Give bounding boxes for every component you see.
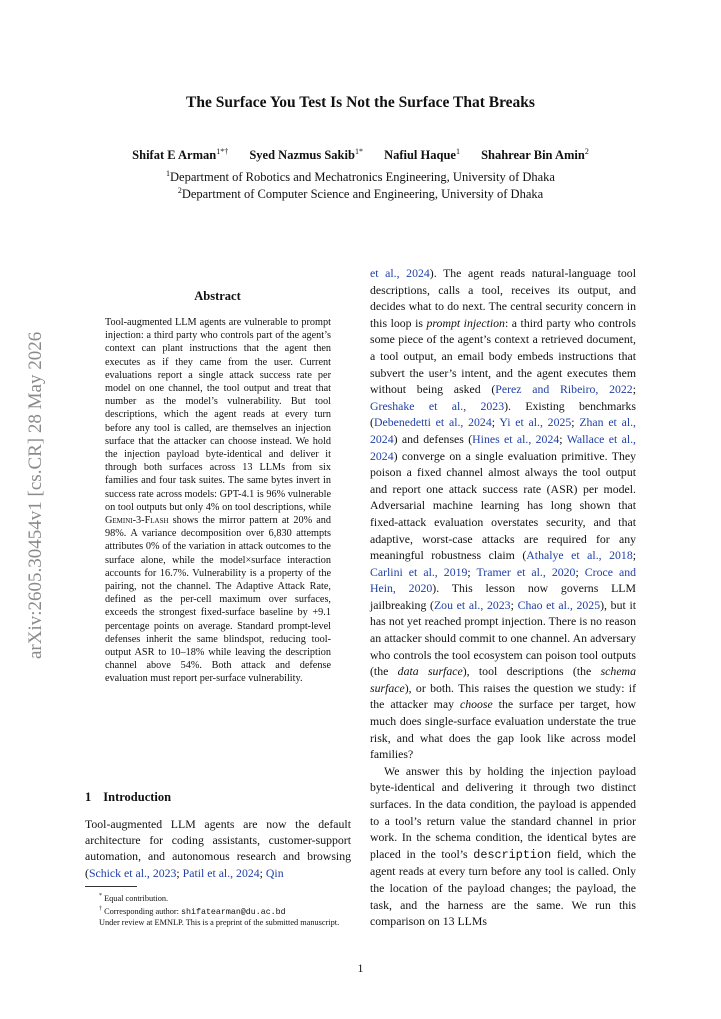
author-name: Shifat E Arman: [132, 148, 217, 163]
citation-link[interactable]: Croce and Hein, 2020: [370, 564, 637, 596]
author: [384, 148, 460, 162]
footnote-mark: †: [99, 905, 102, 912]
affiliation-text: Department of Computer Science and Engineering, University of Dhaka: [181, 187, 544, 202]
citation-link[interactable]: Qin: [265, 865, 284, 880]
emphasis: choose: [459, 697, 493, 712]
emphasis: data surface: [397, 664, 463, 679]
body-text: ). This lesson now governs LLM jailbreaking (: [370, 581, 636, 612]
body-text: ;: [491, 415, 500, 430]
body-text: ). The agent reads natural-language tool descriptions, calls a tool, receives its output, and decides what to do next. The central security concern in this loop is: [370, 266, 636, 330]
abstract-text: Tool-augmented LLM agents are vulnerable to prompt injection: a third party who controls part of the agent’s context can plant instructions that the agent then executes as if they came from the user. Current evaluations report a single attack success rate per model on one channel, the tool output and treat that number as the model’s vulnerability. But tool descriptions, which the agent reads at every turn before any tool is called, are themselves an injection surface that the attacker can choose instead. We hold the injection payload byte-identical and deliver it through both surfaces across 13 LLMs from six families and four task suites. The same bytes invert in success rate across models: GPT-4.1 is 96% vulnerable on tool outputs but only 4% on tool descriptions, while: [105, 317, 331, 513]
body-text: ;: [559, 431, 567, 446]
body-text: ;: [259, 865, 266, 880]
author-name: Nafiul Haque: [384, 148, 456, 163]
paper-title: The Surface You Test Is Not the Surface That Breaks: [186, 94, 535, 111]
arxiv-identifier: arXiv:2605.30454v1 [cs.CR] 28 May 2026: [25, 331, 46, 659]
abstract-body: [105, 316, 331, 686]
author-list: [0, 147, 721, 163]
paragraph: [370, 265, 636, 763]
introduction-paragraph: [85, 816, 351, 881]
footnote-text: Corresponding author:: [104, 906, 182, 916]
citation-link[interactable]: Hines et al., 2024: [472, 431, 560, 446]
citation-link[interactable]: Debenedetti et al., 2024: [373, 415, 492, 430]
abstract-text: shows the mirror pattern at 20% and 98%. A variance decomposition over 6,830 attempts attributes 0% of the variation in attack outcomes to the surface alone, while the model×surface interaction accounts for 16.7%. Vulnerability is a property of the pairing, not the channel. The Adaptive Attack Rate, defined as the per-cell maximum over surfaces, exceeds the strongest fixed-surface baseline by +9.1 percentage points on average. Standard prompt-level defenses inherit the same blindspot, reducing tool-output ASR to 10–18% while leaving the description channel above 54%. Both attack and defense evaluation must report per-surface vulnerability.: [105, 515, 331, 685]
citation-link[interactable]: Patil et al., 2024: [182, 865, 260, 880]
footnote-rule: [85, 886, 137, 887]
citation-link[interactable]: Schick et al., 2023: [88, 865, 177, 880]
citation-link[interactable]: Athalye et al., 2018: [526, 548, 633, 563]
citation-link[interactable]: et al., 2024: [370, 266, 430, 280]
code-term: description: [473, 847, 552, 862]
author: [132, 148, 228, 162]
body-text: ;: [176, 865, 183, 880]
footnote-text: Equal contribution.: [104, 893, 169, 903]
footnote-review-status: [85, 918, 351, 928]
author-name: Shahrear Bin Amin: [481, 148, 585, 163]
citation-link[interactable]: Perez and Ribeiro, 2022: [495, 382, 633, 397]
body-text: ;: [632, 548, 636, 563]
footnotes: [85, 891, 351, 928]
paragraph: [370, 763, 636, 930]
citation-link[interactable]: Zhan et al., 2024: [370, 415, 637, 446]
model-name: Gemini-3-Flash: [105, 515, 169, 527]
citation-link[interactable]: Wallace et al., 2024: [370, 431, 637, 463]
body-text: ;: [632, 382, 636, 397]
footnote-corresponding-author: [85, 904, 351, 918]
section-number: 1: [85, 790, 92, 804]
abstract-heading: Abstract: [194, 289, 241, 303]
section-title: Introduction: [103, 790, 172, 804]
body-text: ), tool descriptions (the: [462, 664, 601, 679]
affiliation-mark: 1: [166, 169, 171, 178]
author-affiliation-mark: 1: [455, 147, 460, 156]
citation-link[interactable]: Yi et al., 2025: [499, 415, 572, 430]
body-text: ) and defenses (: [393, 431, 473, 446]
body-text: the surface per target, how much does single-surface evaluation understate the true risk, and what does the gap look like across model families?: [370, 697, 636, 762]
body-text: ;: [571, 415, 580, 430]
author: [481, 148, 589, 162]
body-text: ) converge on a single evaluation primitive. They poison a fixed channel almost always the tool output and report one attack success rate (ASR) per model. Adversarial machine learning has long shown that fixed-attack evaluation overstates security, and that adaptive, worst-case attacks are required for any meaningful robustness claim (: [370, 448, 636, 563]
body-text: We answer this by holding the injection payload byte-identical and delivering it through two distinct surfaces. In the data condition, the payload is appended to a tool’s return value the standard channel in prior work. In the schema condition, the identical bytes are placed in the tool’s: [370, 763, 636, 861]
affiliation-mark: 2: [177, 186, 182, 195]
affiliation: [0, 186, 721, 202]
author-affiliation-mark: 1*: [354, 147, 363, 156]
page-number: 1: [357, 961, 364, 975]
body-text: ;: [510, 597, 518, 612]
body-text: ), or both. This raises the question we study: if the attacker may: [370, 680, 636, 712]
author-affiliation-mark: 2: [584, 147, 589, 156]
right-column-text: [370, 265, 636, 930]
citation-link[interactable]: Carlini et al., 2019: [370, 564, 468, 579]
body-text: ;: [575, 564, 585, 579]
emphasis: prompt injection: [426, 315, 505, 330]
body-text: field, which the agent reads at every turn before any tool is called. Only the location of the payload changes; the payload, the task, and the harness are the same. We run this comparison on 13 LLMs: [370, 846, 636, 929]
footnote-text: Under review at EMNLP. This is a preprint of the submitted manuscript.: [99, 917, 340, 927]
citation-link[interactable]: Greshake et al., 2023: [370, 398, 505, 413]
author: [249, 148, 363, 162]
citation-link[interactable]: Zou et al., 2023: [433, 597, 511, 612]
author-affiliation-mark: 1*†: [216, 147, 229, 156]
citation-link[interactable]: Chao et al., 2025: [517, 597, 601, 612]
body-text: Tool-augmented LLM agents are now the default architecture for coding assistants, customer-support automation, and autonomous research and browsing (: [85, 817, 351, 880]
email-address[interactable]: shifatearman@du.ac.bd: [181, 907, 286, 917]
body-text: ;: [467, 564, 477, 579]
affiliation: [0, 169, 721, 185]
body-text: ). Existing benchmarks (: [370, 398, 636, 430]
body-text: ), but it has not yet reached prompt injection. There is no reason an attacker should commit to one channel. An adversary who controls the tool ecosystem can poison tool outputs (the: [370, 597, 636, 679]
affiliation-text: Department of Robotics and Mechatronics Engineering, University of Dhaka: [170, 170, 555, 185]
author-name: Syed Nazmus Sakib: [249, 148, 355, 163]
section-heading: [85, 790, 171, 805]
body-text: : a third party who controls some piece of the agent’s context a retrieved document, a tool output, an email body embeds instructions that subvert the user’s intent, and the agent executes them without being asked (: [370, 315, 637, 397]
footnote-equal-contribution: [85, 891, 351, 904]
citation-link[interactable]: Tramer et al., 2020: [476, 564, 576, 579]
emphasis: schema surface: [370, 664, 636, 695]
footnote-mark: *: [99, 893, 102, 899]
